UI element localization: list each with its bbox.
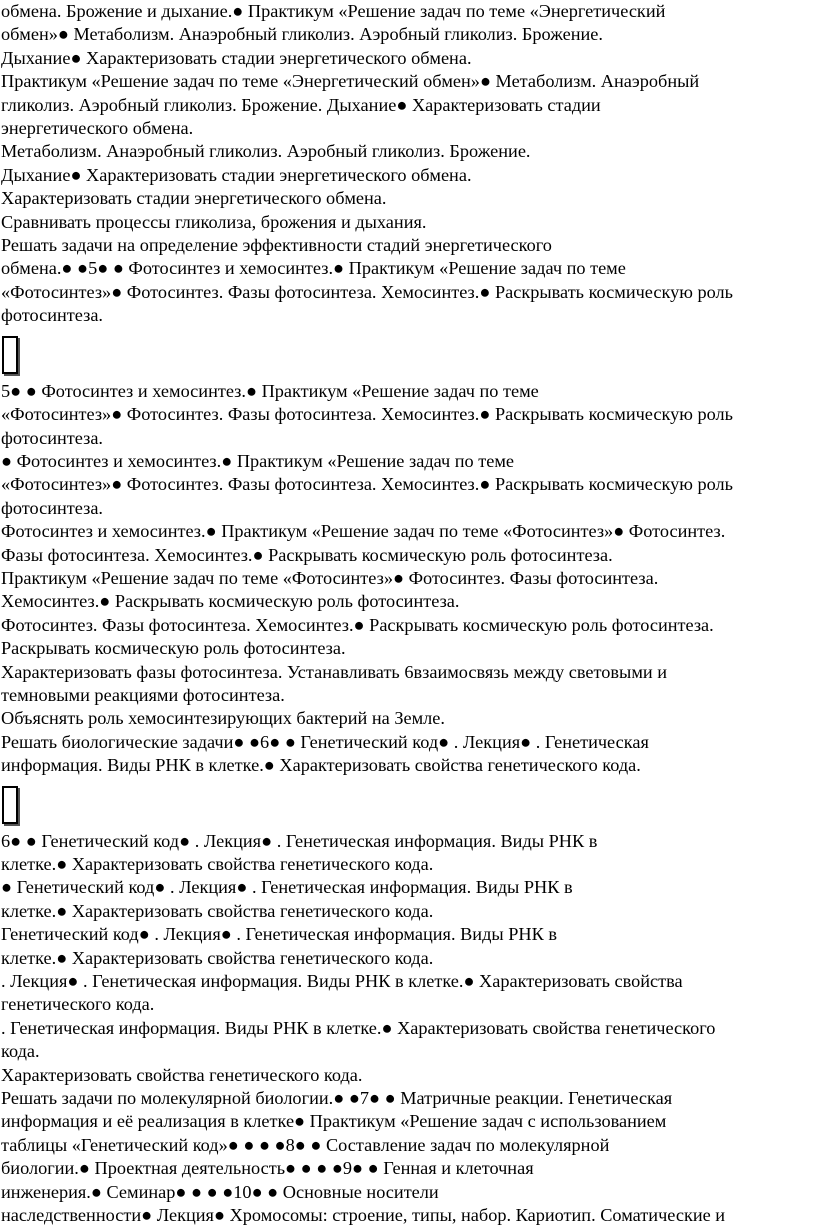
text-line: Характеризовать свойства генетического кода. [1,1064,363,1085]
text-line: фотосинтеза. [1,305,104,326]
text-line: . Генетическая информация. Виды РНК в клетке.● Характеризовать свойства генетического [1,1017,716,1038]
text-line: Решать задачи по молекулярной биологии.● ●7● ● Матричные реакции. Генетическая [1,1088,673,1109]
text-line: клетке.● Характеризовать свойства генетического кода. [1,900,434,921]
text-line: темновыми реакциями фотосинтеза. [1,684,285,705]
text-line: энергетического обмена. [1,118,194,139]
text-line: Характеризовать стадии энергетического обмена. [1,188,387,209]
text-line: Генетический код● . Лекция● . Генетическая информация. Виды РНК в [1,924,557,945]
text-line: Фотосинтез и хемосинтез.● Практикум «Решение задач по теме «Фотосинтез»● Фотосинтез. [1,521,726,542]
text-line: информация. Виды РНК в клетке.● Характеризовать свойства генетического кода. [1,755,641,776]
text-line: фотосинтеза. [1,427,104,448]
text-line: Дыхание● Характеризовать стадии энергетического обмена. [1,164,472,185]
text-line: Решать задачи на определение эффективности стадий энергетического [1,235,552,256]
text-line: наследственности● Лекция● Хромосомы: строение, типы, набор. Кариотип. Соматические и [1,1205,726,1226]
text-line: . Лекция● . Генетическая информация. Виды РНК в клетке.● Характеризовать свойства [1,971,683,992]
text-line: Фотосинтез. Фазы фотосинтеза. Хемосинтез.● Раскрывать космическую роль фотосинтеза. [1,614,714,635]
text-line: Практикум «Решение задач по теме «Энергетический обмен»● Метаболизм. Анаэробный [1,71,700,92]
text-line: информация и её реализация в клетке● Практикум «Решение задач с использованием [1,1111,667,1132]
document-page [1,0,813,1228]
text-line: 6● ● Генетический код● . Лекция● . Генетическая информация. Виды РНК в [1,830,598,851]
text-line: Фазы фотосинтеза. Хемосинтез.● Раскрывать космическую роль фотосинтеза. [1,544,613,565]
empty-checkbox-icon [2,336,18,374]
text-line: Объяснять роль хемосинтезирующих бактерий на Земле. [1,708,445,729]
text-line: биологии.● Проектная деятельность● ● ● ●9● ● Генная и клеточная [1,1158,534,1179]
text-line: генетического кода. [1,994,155,1015]
text-line: ● Фотосинтез и хемосинтез.● Практикум «Решение задач по теме [1,450,515,471]
text-line: Раскрывать космическую роль фотосинтеза. [1,638,346,659]
text-line: 5● ● Фотосинтез и хемосинтез.● Практикум «Решение задач по теме [1,380,539,401]
text-line: фотосинтеза. [1,497,104,518]
text-line: таблицы «Генетический код»● ● ● ●8● ● Составление задач по молекулярной [1,1134,610,1155]
text-line: «Фотосинтез»● Фотосинтез. Фазы фотосинтеза. Хемосинтез.● Раскрывать космическую роль [1,281,733,302]
text-line: «Фотосинтез»● Фотосинтез. Фазы фотосинтеза. Хемосинтез.● Раскрывать космическую роль [1,404,733,425]
text-line: Метаболизм. Анаэробный гликолиз. Аэробный гликолиз. Брожение. [1,141,531,162]
text-line: гликолиз. Аэробный гликолиз. Брожение. Дыхание● Характеризовать стадии [1,94,601,115]
text-line: кода. [1,1041,40,1062]
text-line: обмен»● Метаболизм. Анаэробный гликолиз. Аэробный гликолиз. Брожение. [1,24,603,45]
text-line: ● Генетический код● . Лекция● . Генетическая информация. Виды РНК в [1,877,573,898]
text-line: Хемосинтез.● Раскрывать космическую роль фотосинтеза. [1,591,460,612]
text-line: клетке.● Характеризовать свойства генетического кода. [1,947,434,968]
text-line: Практикум «Решение задач по теме «Фотосинтез»● Фотосинтез. Фазы фотосинтеза. [1,567,659,588]
empty-checkbox-icon [2,786,18,824]
text-line: инженерия.● Семинар● ● ● ●10● ● Основные носители [1,1181,439,1202]
text-line: Характеризовать фазы фотосинтеза. Устанавливать 6взаимосвязь между световыми и [1,661,668,682]
text-line: обмена. Брожение и дыхание.● Практикум «Решение задач по теме «Энергетический [1,1,666,21]
text-line: обмена.● ●5● ● Фотосинтез и хемосинтез.● Практикум «Решение задач по теме [1,258,626,279]
text-line: клетке.● Характеризовать свойства генетического кода. [1,854,434,874]
text-line: Дыхание● Характеризовать стадии энергетического обмена. [1,47,472,68]
text-line: Решать биологические задачи● ●6● ● Генетический код● . Лекция● . Генетическая [1,731,649,752]
text-line: Сравнивать процессы гликолиза, брожения и дыхания. [1,211,427,232]
text-line: «Фотосинтез»● Фотосинтез. Фазы фотосинтеза. Хемосинтез.● Раскрывать космическую роль [1,474,733,495]
